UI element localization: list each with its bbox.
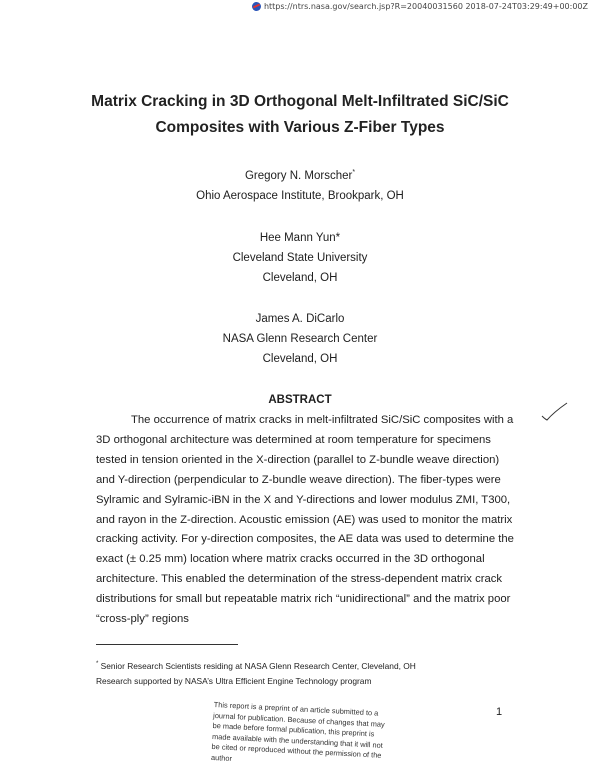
author-location: Cleveland, OH [262, 272, 338, 284]
handwritten-check-mark-icon [540, 400, 570, 422]
title-line-1: Matrix Cracking in 3D Orthogonal Melt-Infiltrated SiC/SiC [91, 93, 509, 110]
author-name: James A. DiCarlo [255, 313, 345, 325]
author-block-1 [0, 163, 600, 206]
preprint-notice-stamp: This report is a preprint of an article submitted to a journal for publication. Because of changes that may be made before formal publication, this preprint is made available with the understanding that it will not be cited or reproduced without the permission of the author [210, 700, 385, 763]
author-name: Hee Mann Yun* [259, 232, 341, 244]
author-affiliation: NASA Glenn Research Center [222, 333, 378, 345]
author-affiliation: Cleveland State University [232, 252, 368, 264]
abstract-heading: ABSTRACT [268, 394, 332, 406]
author-affiliation: Ohio Aerospace Institute, Brookpark, OH [196, 189, 404, 202]
page-number: 1 [496, 706, 503, 718]
author-footnote-mark: * [352, 169, 356, 176]
abstract-paragraph: The occurrence of matrix cracks in melt-infiltrated SiC/SiC composites with a 3D orthogonal architecture was determined at room temperature for specimens tested in tension oriented in the X-direction (parallel to Z-bundle weave direction) and Y-direction (perpendicular to Z-bundle weave direction). The fiber-types were Sylramic and Sylramic-iBN in the X and Y-directions and lower modulus ZMI, T300, and rayon in the Z-direction. Acoustic emission (AE) was used to monitor the matrix cracking activity. For y-direction composites, the AE data was used to determine the exact (± 0.25 mm) location where matrix cracks occurred in the 3D orthogonal architecture. This enabled the determination of the stress-dependent matrix crack distributions for small but repeatable matrix rich “unidirectional” and the matrix poor “cross-ply” regions [96, 414, 514, 626]
title-line-2: Composites with Various Z-Fiber Types [155, 119, 445, 136]
ntrs-logo-icon [252, 2, 261, 11]
footnote-divider [96, 644, 238, 645]
author-name: Gregory N. Morscher* [244, 169, 356, 182]
paper-title [0, 89, 600, 141]
footnote-mark: * [96, 661, 99, 667]
author-location: Cleveland, OH [262, 353, 338, 365]
abstract-body [96, 411, 516, 630]
footnote-2: Research supported by NASA’s Ultra Efficient Engine Technology program [96, 676, 372, 686]
author-block-2 [0, 228, 600, 288]
source-url-text: https://ntrs.nasa.gov/search.jsp?R=20040031560 2018-07-24T03:29:49+00:00Z [263, 2, 588, 11]
author-block-3 [0, 309, 600, 369]
footnote-1: * Senior Research Scientists residing at NASA Glenn Research Center, Cleveland, OH [96, 660, 416, 671]
source-url-stamp [252, 2, 588, 11]
